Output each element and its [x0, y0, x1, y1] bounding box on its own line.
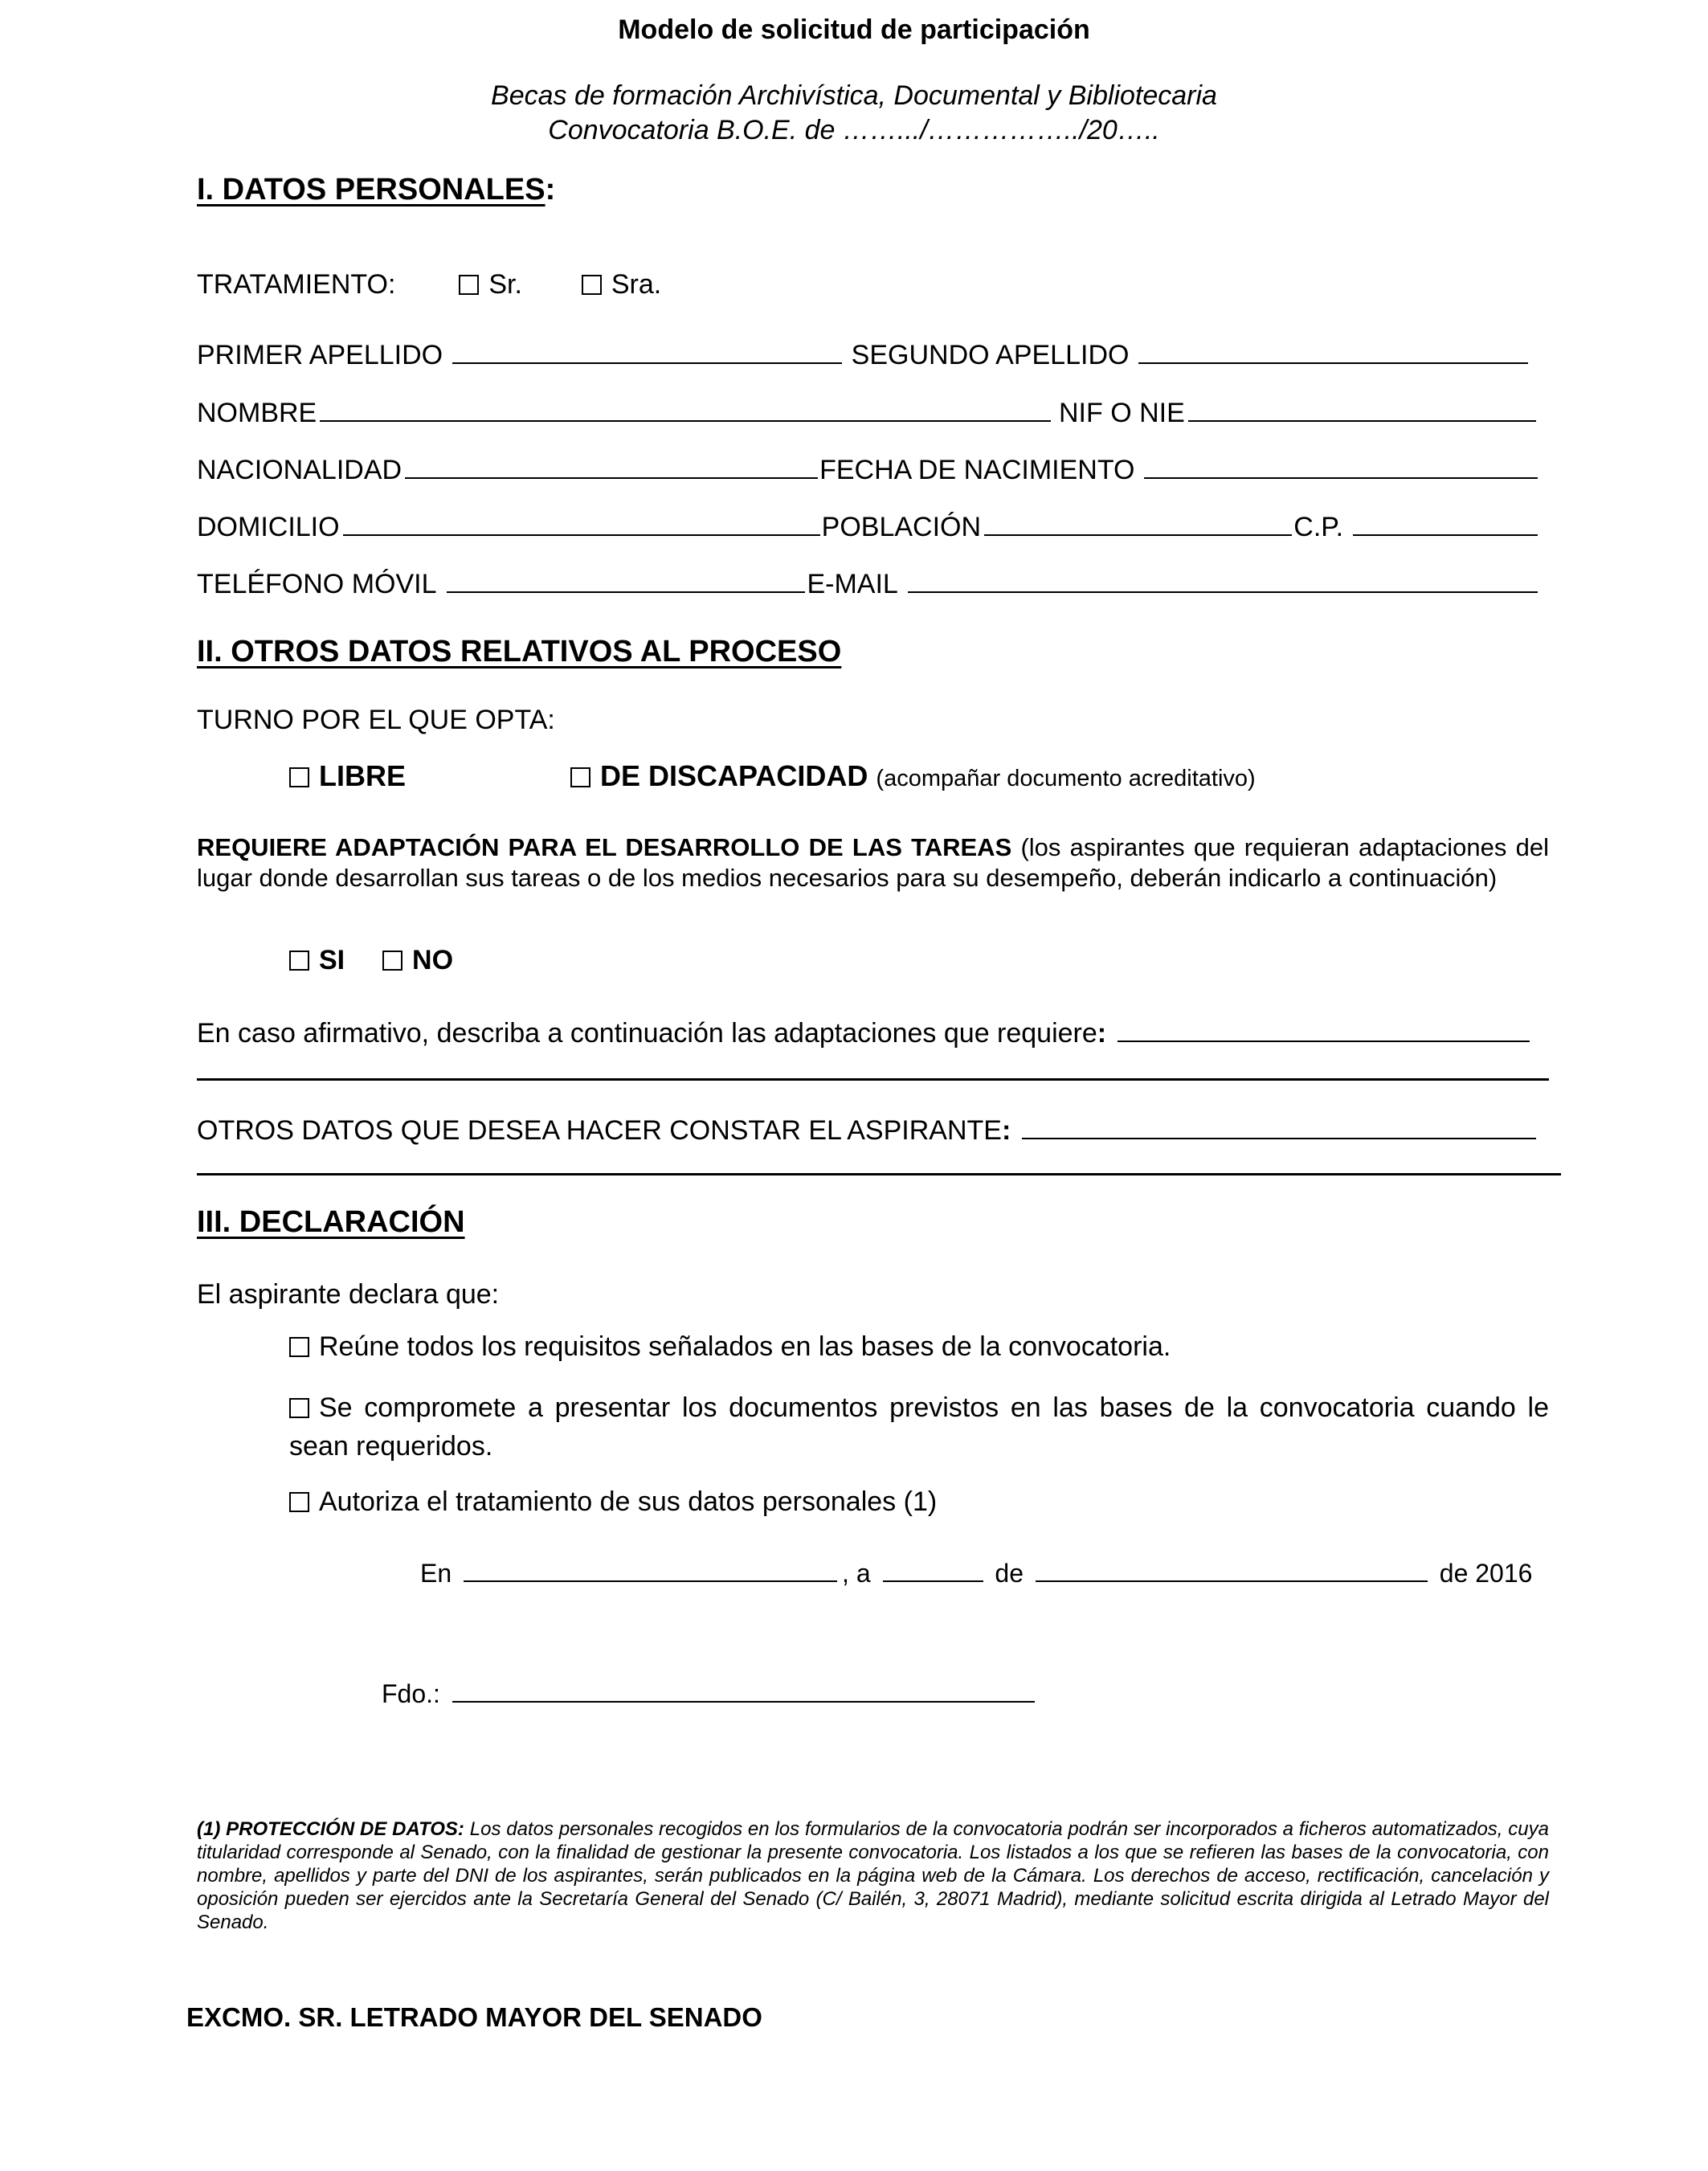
poblacion-field[interactable]: [984, 517, 1292, 536]
telefono-label: TELÉFONO MÓVIL: [197, 569, 437, 599]
otros-datos-label: OTROS DATOS QUE DESEA HACER CONSTAR EL ASPIRANTE: [197, 1115, 1002, 1146]
afirmativo-field[interactable]: [1118, 1023, 1530, 1042]
fecha-nacimiento-field[interactable]: [1144, 460, 1538, 479]
telefono-row: [197, 569, 1541, 600]
a-label: , a: [842, 1559, 871, 1588]
option-no-label: NO: [412, 945, 454, 975]
primer-apellido-label: PRIMER APELLIDO: [197, 340, 443, 370]
section-declaration-heading: III. DECLARACIÓN: [197, 1205, 465, 1239]
apellidos-row: [197, 340, 1531, 371]
checkbox-libre[interactable]: [289, 767, 309, 787]
subtitle-line-1: Becas de formación Archivística, Documental y Bibliotecaria: [491, 80, 1217, 111]
checkbox-sr[interactable]: [459, 275, 479, 295]
otros-datos-row: [197, 1115, 1539, 1147]
nombre-label: NOMBRE: [197, 398, 317, 428]
fdo-label: Fdo.:: [382, 1679, 440, 1708]
afirmativo-label: En caso afirmativo, describa a continuación las adaptaciones que requiere: [197, 1018, 1097, 1049]
domicilio-label: DOMICILIO: [197, 512, 340, 542]
checkbox-autoriza[interactable]: [289, 1492, 309, 1512]
segundo-apellido-label: SEGUNDO APELLIDO: [851, 340, 1130, 370]
cp-label: C.P.: [1293, 512, 1344, 542]
nacionalidad-field[interactable]: [405, 460, 818, 479]
turno-options: [289, 759, 1256, 793]
declaration-item-1-text: Reúne todos los requisitos señalados en las bases de la convocatoria.: [319, 1331, 1171, 1362]
turno-label: TURNO POR EL QUE OPTA:: [197, 705, 555, 735]
signature-field[interactable]: [452, 1683, 1035, 1703]
afirmativo-continuation-field[interactable]: [197, 1078, 1549, 1081]
footnote-title: (1) PROTECCIÓN DE DATOS:: [197, 1818, 464, 1840]
adaptacion-text: (los aspirantes que requieran adaptaciones del lugar donde desarrollan sus tareas o de los medios necesarios para su desempeño, deberán indicarlo a continuación): [197, 833, 1549, 892]
checkbox-si[interactable]: [289, 951, 309, 971]
checkbox-requisitos[interactable]: [289, 1337, 309, 1357]
declaration-item-3-text: Autoriza el tratamiento de sus datos personales (1): [319, 1486, 938, 1517]
email-label: E-MAIL: [807, 569, 898, 599]
fecha-nacimiento-label: FECHA DE NACIMIENTO: [819, 455, 1135, 485]
nif-field[interactable]: [1188, 403, 1536, 422]
month-field[interactable]: [1036, 1563, 1428, 1582]
declaration-item-2-text: Se compromete a presentar los documentos previstos en las bases de la convocatoria cuando le sean requeridos.: [289, 1392, 1549, 1462]
option-libre-label: LIBRE: [319, 759, 406, 792]
year-label: de 2016: [1439, 1559, 1533, 1588]
tratamiento-row: [197, 269, 1549, 301]
declaration-intro: El aspirante declara que:: [197, 1279, 500, 1310]
nombre-row: [197, 398, 1539, 429]
declaration-item-1: [289, 1327, 1549, 1366]
otros-datos-field[interactable]: [1022, 1120, 1536, 1139]
subtitle-line-2: Convocatoria B.O.E. de …….../……………../20…..: [548, 115, 1160, 145]
segundo-apellido-field[interactable]: [1138, 345, 1528, 364]
adaptacion-bold-text: REQUIERE ADAPTACIÓN PARA EL DESARROLLO DE LAS TAREAS: [197, 833, 1012, 861]
option-discapacidad-label: DE DISCAPACIDAD: [600, 759, 868, 792]
option-sr-label: Sr.: [488, 269, 522, 300]
discapacidad-note: (acompañar documento acreditativo): [876, 766, 1256, 791]
day-field[interactable]: [883, 1563, 983, 1582]
primer-apellido-field[interactable]: [452, 345, 842, 364]
option-si-label: SI: [319, 945, 345, 975]
telefono-field[interactable]: [447, 574, 806, 593]
declaration-item-2: [289, 1388, 1549, 1466]
tratamiento-label: TRATAMIENTO:: [197, 269, 396, 300]
de-label: de: [995, 1559, 1024, 1588]
otros-datos-colon: :: [1001, 1115, 1011, 1146]
checkbox-sra[interactable]: [582, 275, 602, 295]
checkbox-documentos[interactable]: [289, 1398, 309, 1418]
place-field[interactable]: [464, 1563, 837, 1582]
domicilio-field[interactable]: [343, 517, 820, 536]
domicilio-row: [197, 512, 1541, 543]
afirmativo-colon: :: [1097, 1018, 1107, 1049]
signature-row: [382, 1679, 1040, 1709]
signature-place-date-row: [420, 1559, 1532, 1588]
afirmativo-row: [197, 1018, 1533, 1049]
cp-field[interactable]: [1353, 517, 1538, 536]
addressee: EXCMO. SR. LETRADO MAYOR DEL SENADO: [186, 2002, 762, 2032]
nombre-field[interactable]: [320, 403, 1051, 422]
declaration-item-3: [289, 1482, 1549, 1521]
page-title: Modelo de solicitud de participación: [618, 14, 1090, 45]
adaptacion-paragraph: [197, 832, 1549, 893]
checkbox-discapacidad[interactable]: [570, 767, 590, 787]
section-personal-data-heading: I. DATOS PERSONALES:: [197, 173, 556, 206]
email-field[interactable]: [908, 574, 1538, 593]
footnote-text: Los datos personales recogidos en los formularios de la convocatoria podrán ser incorporados a ficheros automatizados, cuya titularidad corresponde al Senado, con la finalidad de gestionar la presente convocatoria. Los listados a los que se refieren las bases de la convocatoria, con nombre, apellidos y parte del DNI de los aspirantes, serán publicados en la página web de la Cámara. Los derechos de acceso, rectificación, cancelación y oposición pueden ser ejercidos ante la Secretaría General del Senado (C/ Bailén, 3, 28071 Madrid), mediante solicitud escrita dirigida al Letrado Mayor del Senado.: [197, 1818, 1549, 1933]
poblacion-label: POBLACIÓN: [821, 512, 982, 542]
nif-label: NIF O NIE: [1058, 398, 1185, 428]
data-protection-footnote: [197, 1817, 1549, 1934]
nacionalidad-row: [197, 455, 1541, 486]
section-process-data-heading: II. OTROS DATOS RELATIVOS AL PROCESO: [197, 635, 842, 668]
nacionalidad-label: NACIONALIDAD: [197, 455, 402, 485]
checkbox-no[interactable]: [382, 951, 402, 971]
adaptacion-options: [289, 945, 453, 976]
option-sra-label: Sra.: [611, 269, 662, 300]
en-label: En: [420, 1559, 452, 1588]
otros-datos-continuation-field[interactable]: [197, 1173, 1561, 1175]
